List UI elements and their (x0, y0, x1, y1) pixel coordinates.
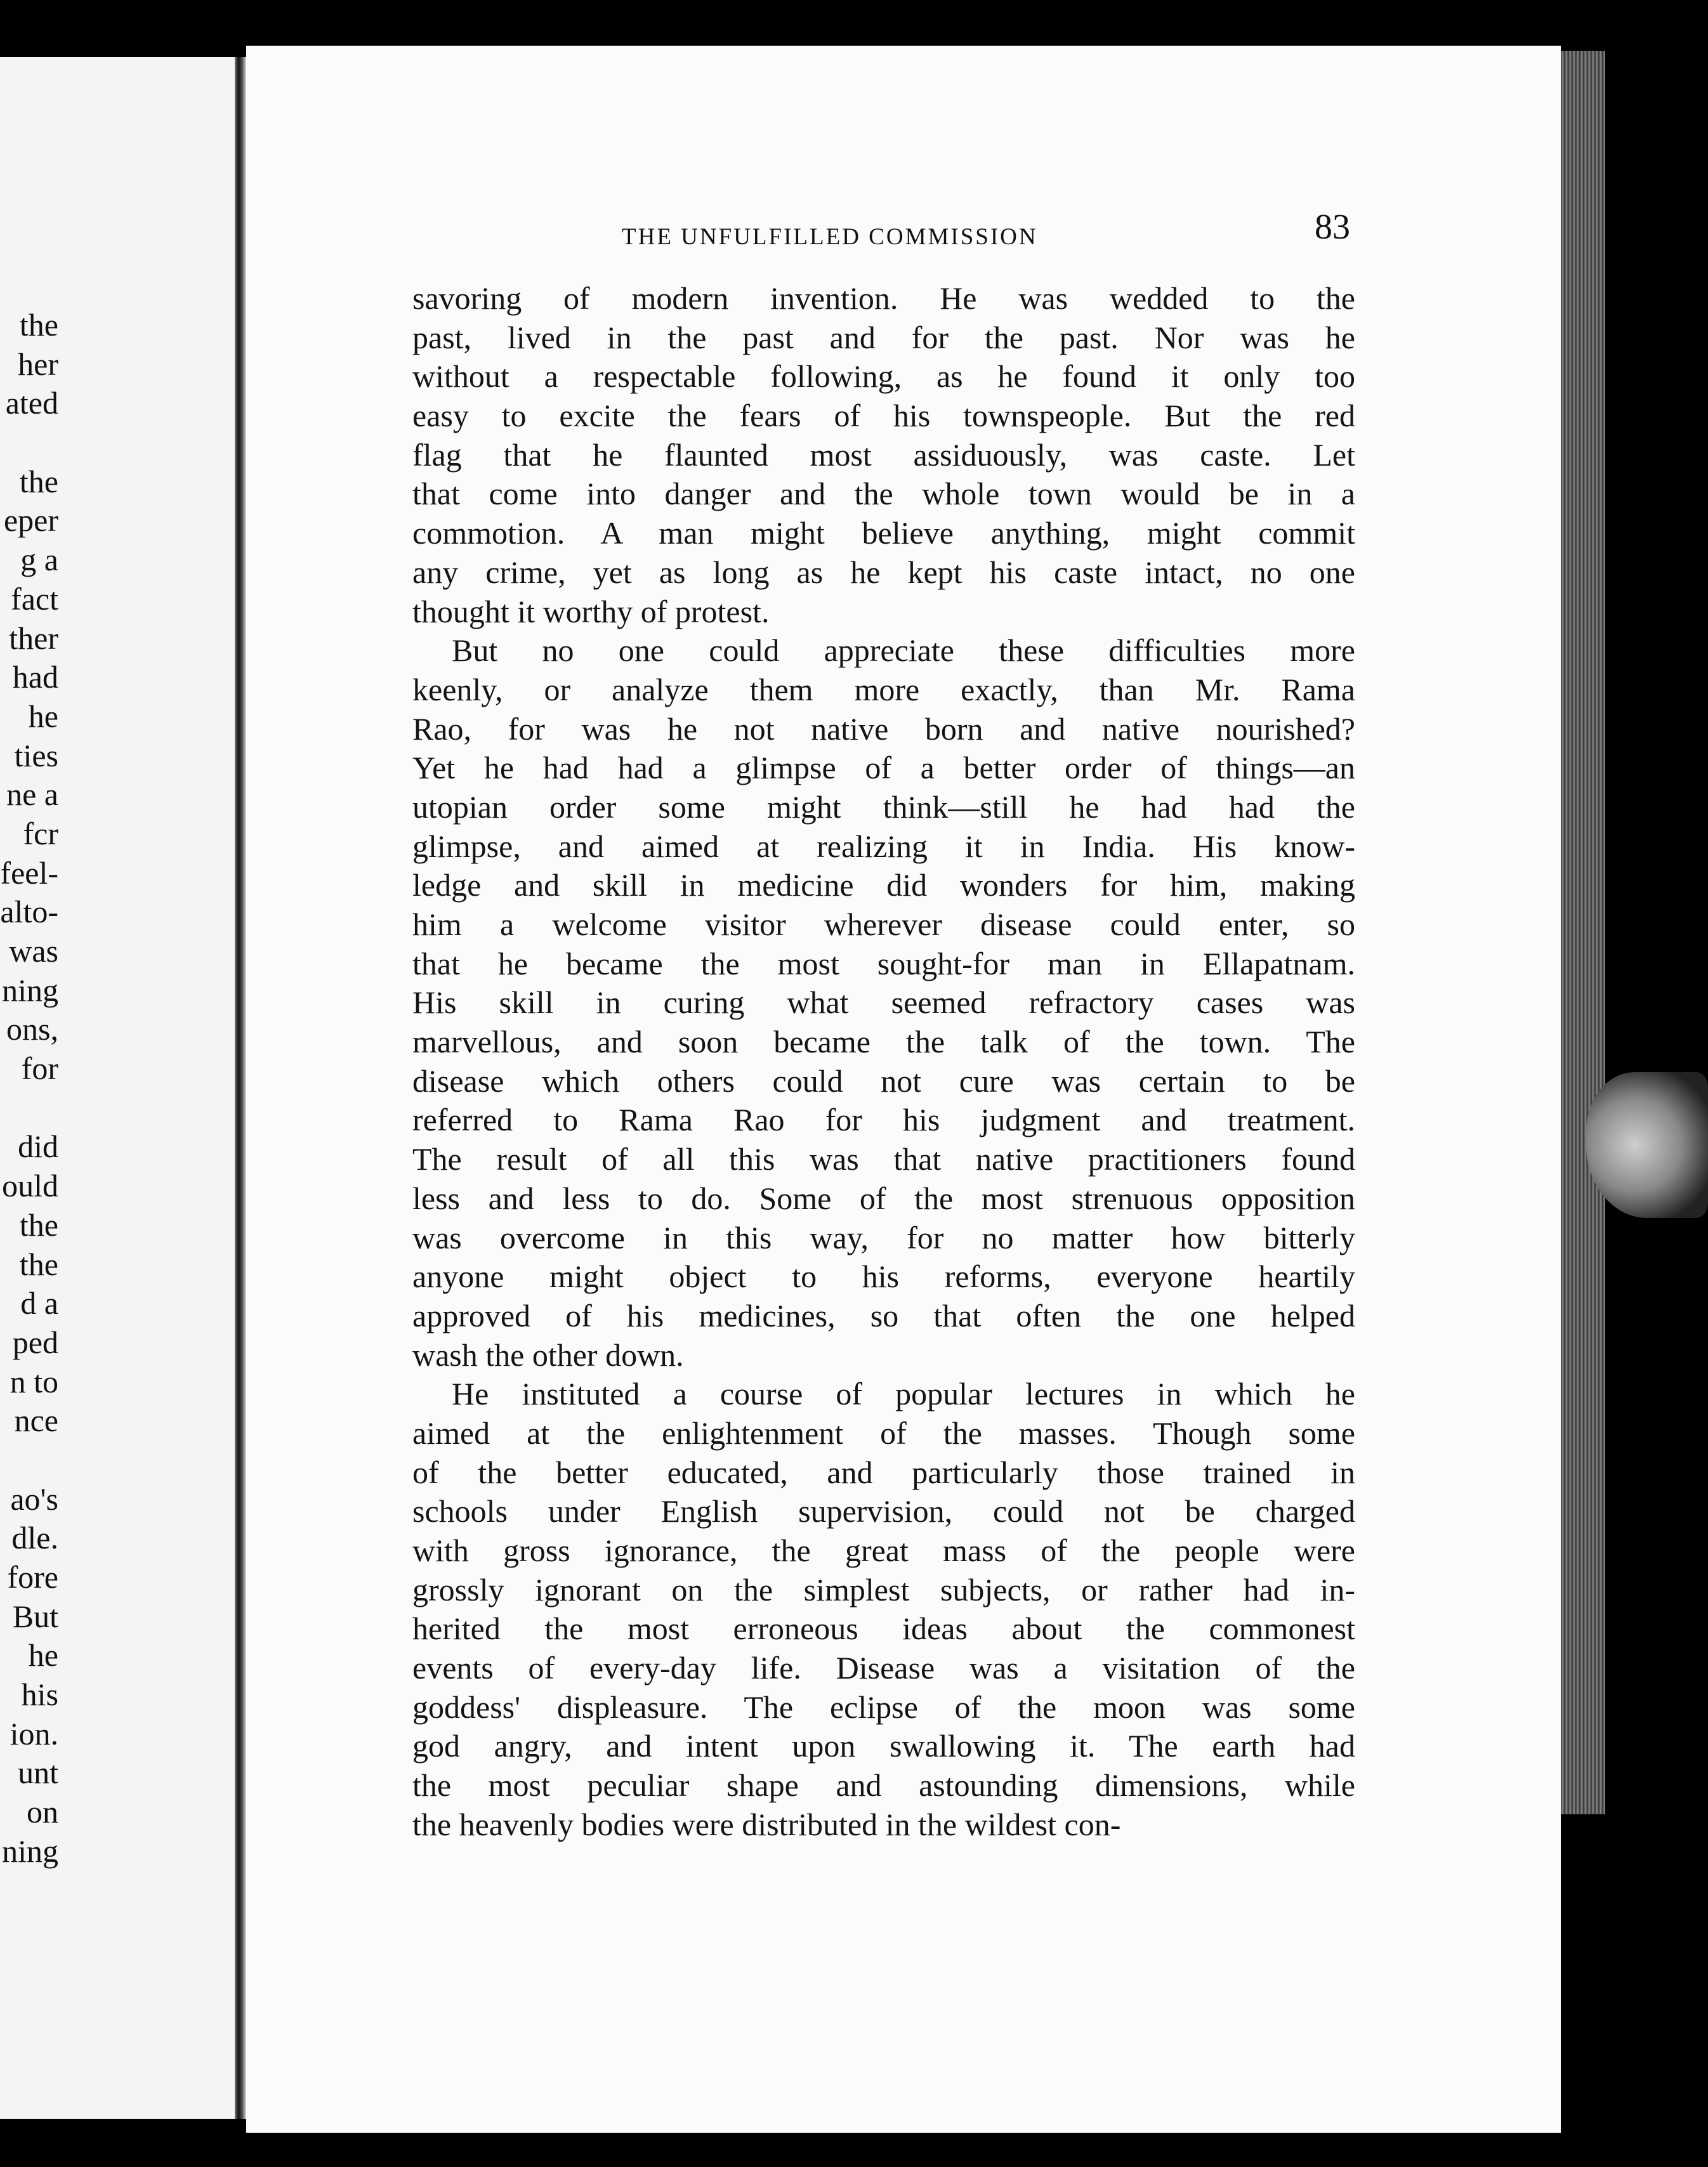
fragment-line: on (27, 1794, 58, 1830)
fragment-line: ould (2, 1168, 58, 1204)
fragment-line: the (19, 307, 58, 343)
fragment-line: did (18, 1129, 58, 1165)
fragment-line (0, 423, 58, 462)
fragment-line: alto- (0, 894, 58, 930)
fragment-line: But (12, 1598, 58, 1634)
fragment-line: ne a (6, 776, 58, 813)
fragment-line: ao's (10, 1481, 58, 1517)
text-line: flag that he flaunted most assiduously, was caste. Let (412, 436, 1355, 473)
fragment-line: fact (11, 580, 58, 617)
page-damage (1586, 1072, 1708, 1218)
fragment-line: unt (18, 1755, 58, 1791)
running-head: THE UNFULFILLED COMMISSION (622, 224, 1038, 250)
text-line: keenly, or analyze them more exactly, than Mr. Rama (412, 671, 1355, 707)
fragment-line: ning (2, 1833, 58, 1869)
fragment-line: d a (20, 1285, 58, 1321)
text-line: wash the other down. (412, 1337, 684, 1373)
fragment-line: the (19, 1246, 58, 1282)
text-line: aimed at the enlightenment of the masses. Though some (412, 1415, 1355, 1451)
text-line: that he became the most sought-for man in Ellapatnam. (412, 945, 1355, 981)
text-line: commotion. A man might believe anything, might commit (412, 515, 1355, 551)
fragment-line: nce (14, 1403, 58, 1439)
fragment-line: he (28, 1637, 58, 1673)
text-line: marvellous, and soon became the talk of the town. The (412, 1024, 1355, 1060)
text-line: But no one could appreciate these difficulties more (452, 632, 1355, 669)
body-text (412, 279, 1355, 1845)
text-line: of the better educated, and particularly those trained in (412, 1454, 1355, 1490)
text-line: anyone might object to his reforms, everyone heartily (412, 1259, 1355, 1295)
text-line: grossly ignorant on the simplest subjects, or rather had in- (412, 1571, 1355, 1607)
fragment-line: was (9, 933, 58, 969)
text-line: ledge and skill in medicine did wonders for him, making (412, 867, 1355, 903)
fragment-line: for (21, 1051, 58, 1087)
text-line: disease which others could not cure was certain to be (412, 1063, 1355, 1099)
fragment-line: ated (5, 385, 58, 421)
text-line: schools under English supervision, could not be charged (412, 1493, 1355, 1529)
page-number: 83 (1315, 207, 1350, 247)
fragment-line: ning (2, 972, 58, 1008)
fragment-line: dle. (11, 1520, 58, 1556)
text-line: any crime, yet as long as he kept his caste intact, no one (412, 554, 1355, 590)
text-line: past, lived in the past and for the past. Nor was he (412, 319, 1355, 355)
book-gutter (235, 57, 246, 2119)
text-line: that come into danger and the whole town would be in a (412, 476, 1355, 512)
text-line: herited the most erroneous ideas about the commonest (412, 1611, 1355, 1647)
fragment-line (0, 1441, 58, 1480)
fragment-line: fore (7, 1559, 58, 1595)
fragment-line: his (21, 1677, 58, 1713)
text-line: referred to Rama Rao for his judgment and treatment. (412, 1102, 1355, 1138)
text-line: god angry, and intent upon swallowing it. The earth had (412, 1728, 1355, 1764)
text-line: easy to excite the fears of his townspeople. But the red (412, 398, 1355, 434)
text-line: Rao, for was he not native born and native nourished? (412, 710, 1355, 747)
text-line: His skill in curing what seemed refractory cases was (412, 985, 1355, 1021)
previous-page-fragment (0, 57, 241, 2119)
text-line: The result of all this was that native practitioners found (412, 1141, 1355, 1177)
fragment-line: eper (3, 502, 58, 539)
text-line: Yet he had had a glimpse of a better order of things—an (412, 750, 1355, 786)
fragment-line: n to (10, 1363, 58, 1399)
fragment-line: ped (12, 1324, 58, 1360)
text-line: He instituted a course of popular lectures in which he (452, 1376, 1355, 1412)
fragment-line: ion. (10, 1715, 58, 1751)
text-line: utopian order some might think—still he had had the (412, 789, 1355, 825)
text-line: savoring of modern invention. He was wedded to the (412, 280, 1355, 316)
fragment-line: her (18, 346, 58, 382)
fragment-line: fcr (23, 815, 58, 851)
text-line: less and less to do. Some of the most strenuous opposition (412, 1180, 1355, 1216)
text-line: goddess' displeasure. The eclipse of the moon was some (412, 1689, 1355, 1725)
fragment-line (0, 1089, 58, 1128)
text-line: glimpse, and aimed at realizing it in India. His know- (412, 828, 1355, 864)
fragment-line: ties (14, 737, 58, 773)
fragment-line: feel- (0, 854, 58, 891)
text-line: without a respectable following, as he found it only too (412, 358, 1355, 395)
previous-page-text (0, 306, 58, 1871)
text-line: was overcome in this way, for no matter how bitterly (412, 1219, 1355, 1255)
text-line: the heavenly bodies were distributed in the wildest con- (412, 1806, 1121, 1842)
text-line: him a welcome visitor wherever disease could enter, so (412, 907, 1355, 942)
fragment-line: the (19, 1207, 58, 1243)
text-line: thought it worthy of protest. (412, 593, 770, 629)
fragment-line: ther (9, 620, 58, 656)
text-line: the most peculiar shape and astounding dimensions, while (412, 1767, 1355, 1804)
fragment-line: had (12, 659, 58, 695)
page-block-edge (1561, 51, 1605, 1814)
text-line: with gross ignorance, the great mass of the people were (412, 1533, 1355, 1568)
fragment-line: the (19, 463, 58, 499)
text-line: approved of his medicines, so that often the one helped (412, 1297, 1355, 1333)
text-line: events of every-day life. Disease was a visitation of the (412, 1650, 1355, 1686)
fragment-line: he (28, 698, 58, 734)
fragment-line: ons, (6, 1011, 58, 1047)
fragment-line: g a (20, 542, 58, 578)
